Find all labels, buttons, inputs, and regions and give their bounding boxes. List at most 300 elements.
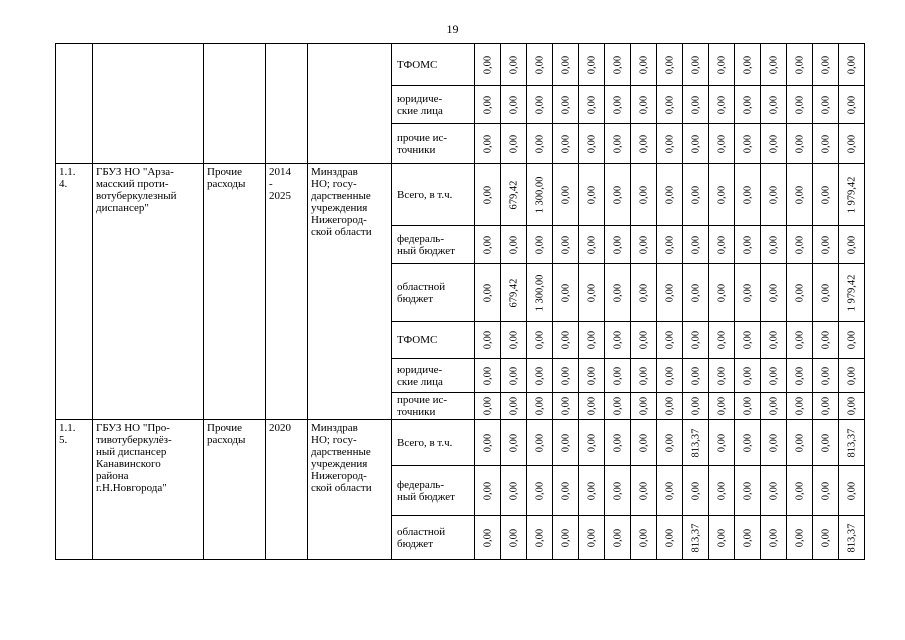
value-cell <box>839 516 865 560</box>
value-text: 0,00 <box>482 95 493 114</box>
value-cell <box>813 164 839 226</box>
funding-source: ТФОМС <box>392 322 475 359</box>
funding-source: федераль- ный бюджет <box>392 466 475 516</box>
value-text: 0,00 <box>534 235 545 254</box>
value-cell <box>475 86 501 124</box>
value-cell <box>501 420 527 466</box>
continuation-empty-cell <box>204 44 266 164</box>
value-cell <box>579 164 605 226</box>
value-text: 0,00 <box>768 283 779 302</box>
value-text: 0,00 <box>768 433 779 452</box>
value-text: 0,00 <box>768 396 779 416</box>
value-cell <box>839 86 865 124</box>
value-text: 0,00 <box>534 134 545 153</box>
value-cell <box>709 44 735 86</box>
value-text: 0,00 <box>638 185 649 204</box>
value-cell <box>605 226 631 264</box>
value-text: 0,00 <box>482 433 493 452</box>
value-cell <box>787 226 813 264</box>
expense-type: Прочие расходы <box>204 420 266 560</box>
value-text: 0,00 <box>482 528 493 547</box>
value-text: 0,00 <box>794 55 805 74</box>
value-cell <box>683 420 709 466</box>
value-cell <box>501 44 527 86</box>
value-text: 0,00 <box>794 134 805 153</box>
value-text: 0,00 <box>768 235 779 254</box>
value-cell <box>605 44 631 86</box>
value-cell <box>787 393 813 420</box>
value-cell <box>813 516 839 560</box>
funding-source: прочие ис- точники <box>392 393 475 420</box>
value-text: 0,00 <box>508 366 519 385</box>
value-cell <box>709 124 735 164</box>
value-cell <box>605 322 631 359</box>
value-text: 0,00 <box>794 95 805 114</box>
value-cell <box>475 124 501 164</box>
value-text: 0,00 <box>742 185 753 204</box>
table-row <box>56 420 865 466</box>
value-cell <box>553 359 579 393</box>
value-cell <box>683 322 709 359</box>
value-text: 0,00 <box>820 366 831 385</box>
value-cell <box>475 359 501 393</box>
value-cell <box>709 393 735 420</box>
value-cell <box>527 359 553 393</box>
value-cell <box>527 420 553 466</box>
value-text: 0,00 <box>664 481 675 500</box>
value-text: 0,00 <box>586 433 597 452</box>
value-cell <box>709 516 735 560</box>
value-cell <box>657 264 683 322</box>
table-row <box>56 164 865 226</box>
value-cell <box>553 44 579 86</box>
value-text: 0,00 <box>820 185 831 204</box>
value-text: 0,00 <box>742 396 753 416</box>
budget-table <box>55 43 865 560</box>
value-cell <box>501 359 527 393</box>
value-text: 0,00 <box>612 433 623 452</box>
value-cell <box>813 86 839 124</box>
value-text: 0,00 <box>716 235 727 254</box>
value-text: 0,00 <box>560 95 571 114</box>
value-cell <box>527 226 553 264</box>
value-text: 0,00 <box>664 185 675 204</box>
value-text: 0,00 <box>742 481 753 500</box>
value-cell <box>787 359 813 393</box>
value-cell <box>683 44 709 86</box>
value-cell <box>761 516 787 560</box>
value-cell <box>527 466 553 516</box>
expense-type: Прочие расходы <box>204 164 266 420</box>
value-text: 0,00 <box>690 134 701 153</box>
value-text: 0,00 <box>846 235 857 254</box>
value-text: 0,00 <box>768 528 779 547</box>
executor: Минздрав НО; госу- дарственные учреждения Нижегород- ской области <box>308 420 392 560</box>
value-text: 0,00 <box>768 55 779 74</box>
value-cell <box>683 393 709 420</box>
value-cell <box>501 264 527 322</box>
value-cell <box>787 516 813 560</box>
value-cell <box>631 359 657 393</box>
value-cell <box>553 124 579 164</box>
value-cell <box>553 393 579 420</box>
value-cell <box>605 124 631 164</box>
value-cell <box>527 86 553 124</box>
value-text: 0,00 <box>742 283 753 302</box>
value-text: 813,37 <box>846 428 857 457</box>
value-text: 0,00 <box>560 283 571 302</box>
value-text: 0,00 <box>794 396 805 416</box>
value-cell <box>683 359 709 393</box>
value-text: 0,00 <box>638 95 649 114</box>
value-text: 0,00 <box>560 185 571 204</box>
value-cell <box>475 44 501 86</box>
table-row <box>56 44 865 86</box>
value-cell <box>579 393 605 420</box>
value-cell <box>475 322 501 359</box>
value-text: 0,00 <box>586 366 597 385</box>
value-text: 0,00 <box>612 396 623 416</box>
value-cell <box>501 124 527 164</box>
value-text: 1 979,42 <box>846 274 857 311</box>
value-text: 0,00 <box>508 433 519 452</box>
value-text: 0,00 <box>794 235 805 254</box>
value-text: 0,00 <box>716 481 727 500</box>
value-text: 0,00 <box>508 396 519 416</box>
value-text: 0,00 <box>794 283 805 302</box>
value-cell <box>813 466 839 516</box>
period: 2014 - 2025 <box>266 164 308 420</box>
value-text: 0,00 <box>612 95 623 114</box>
value-text: 0,00 <box>612 283 623 302</box>
funding-source: Всего, в т.ч. <box>392 420 475 466</box>
value-cell <box>579 359 605 393</box>
value-cell <box>501 322 527 359</box>
value-text: 0,00 <box>794 330 805 350</box>
value-text: 0,00 <box>690 185 701 204</box>
value-cell <box>839 164 865 226</box>
value-text: 0,00 <box>716 366 727 385</box>
value-text: 0,00 <box>846 366 857 385</box>
value-text: 679,42 <box>508 180 519 209</box>
value-cell <box>683 164 709 226</box>
value-cell <box>527 322 553 359</box>
value-cell <box>735 264 761 322</box>
value-cell <box>631 466 657 516</box>
value-text: 0,00 <box>560 235 571 254</box>
value-text: 0,00 <box>820 433 831 452</box>
value-text: 0,00 <box>742 433 753 452</box>
value-cell <box>839 359 865 393</box>
value-cell <box>475 164 501 226</box>
value-cell <box>813 226 839 264</box>
value-text: 0,00 <box>586 528 597 547</box>
value-cell <box>475 466 501 516</box>
value-cell <box>839 420 865 466</box>
funding-source: областной бюджет <box>392 264 475 322</box>
value-cell <box>813 420 839 466</box>
value-text: 0,00 <box>846 134 857 153</box>
value-text: 0,00 <box>612 330 623 350</box>
value-cell <box>813 44 839 86</box>
value-text: 0,00 <box>846 95 857 114</box>
value-text: 0,00 <box>612 185 623 204</box>
value-cell <box>657 44 683 86</box>
value-cell <box>631 420 657 466</box>
value-cell <box>761 466 787 516</box>
funding-source: областной бюджет <box>392 516 475 560</box>
value-cell <box>683 124 709 164</box>
value-text: 0,00 <box>794 481 805 500</box>
value-cell <box>605 393 631 420</box>
value-cell <box>579 264 605 322</box>
value-text: 0,00 <box>690 235 701 254</box>
value-cell <box>709 420 735 466</box>
value-cell <box>813 322 839 359</box>
value-text: 0,00 <box>638 283 649 302</box>
value-text: 0,00 <box>534 481 545 500</box>
funding-source: юридиче- ские лица <box>392 86 475 124</box>
value-cell <box>579 322 605 359</box>
value-cell <box>631 164 657 226</box>
entry-number: 1.1. 5. <box>56 420 93 560</box>
continuation-empty-cell <box>308 44 392 164</box>
value-cell <box>839 466 865 516</box>
value-cell <box>553 264 579 322</box>
value-text: 0,00 <box>638 528 649 547</box>
institution-name: ГБУЗ НО "Арза- масский проти- вотуберкулезный диспансер" <box>93 164 204 420</box>
value-cell <box>787 124 813 164</box>
value-text: 0,00 <box>638 433 649 452</box>
value-text: 0,00 <box>716 134 727 153</box>
value-text: 0,00 <box>612 481 623 500</box>
value-text: 0,00 <box>768 481 779 500</box>
value-cell <box>553 516 579 560</box>
value-text: 0,00 <box>664 235 675 254</box>
value-text: 813,37 <box>690 428 701 457</box>
value-text: 0,00 <box>560 528 571 547</box>
value-text: 0,00 <box>742 95 753 114</box>
value-text: 0,00 <box>716 95 727 114</box>
value-cell <box>787 264 813 322</box>
value-cell <box>657 420 683 466</box>
value-text: 0,00 <box>690 55 701 74</box>
funding-source: прочие ис- точники <box>392 124 475 164</box>
value-cell <box>839 44 865 86</box>
value-text: 0,00 <box>638 134 649 153</box>
value-cell <box>605 359 631 393</box>
value-text: 0,00 <box>482 481 493 500</box>
value-text: 0,00 <box>846 396 857 416</box>
value-text: 0,00 <box>690 396 701 416</box>
value-text: 0,00 <box>534 366 545 385</box>
page-number: 19 <box>446 22 459 36</box>
value-cell <box>761 226 787 264</box>
value-cell <box>735 86 761 124</box>
value-text: 0,00 <box>612 528 623 547</box>
value-text: 0,00 <box>560 433 571 452</box>
value-cell <box>657 86 683 124</box>
value-text: 0,00 <box>664 283 675 302</box>
value-cell <box>631 322 657 359</box>
value-cell <box>735 164 761 226</box>
value-text: 0,00 <box>664 433 675 452</box>
value-cell <box>527 44 553 86</box>
value-cell <box>761 393 787 420</box>
value-cell <box>605 86 631 124</box>
value-cell <box>631 264 657 322</box>
value-cell <box>553 322 579 359</box>
value-text: 813,37 <box>690 523 701 552</box>
value-text: 0,00 <box>664 134 675 153</box>
value-cell <box>709 264 735 322</box>
value-cell <box>761 264 787 322</box>
value-text: 0,00 <box>508 481 519 500</box>
value-text: 0,00 <box>612 366 623 385</box>
value-cell <box>631 226 657 264</box>
value-text: 0,00 <box>508 235 519 254</box>
value-text: 0,00 <box>664 528 675 547</box>
value-text: 0,00 <box>820 481 831 500</box>
value-cell <box>657 124 683 164</box>
value-cell <box>657 226 683 264</box>
value-cell <box>709 466 735 516</box>
value-cell <box>709 164 735 226</box>
continuation-empty-cell <box>93 44 204 164</box>
funding-source: Всего, в т.ч. <box>392 164 475 226</box>
value-cell <box>631 516 657 560</box>
value-cell <box>605 164 631 226</box>
value-cell <box>735 420 761 466</box>
value-cell <box>475 226 501 264</box>
value-cell <box>579 86 605 124</box>
value-cell <box>787 44 813 86</box>
value-cell <box>631 393 657 420</box>
value-cell <box>761 164 787 226</box>
value-text: 0,00 <box>508 528 519 547</box>
value-text: 0,00 <box>534 330 545 350</box>
value-text: 0,00 <box>534 528 545 547</box>
value-cell <box>683 516 709 560</box>
value-cell <box>631 86 657 124</box>
value-text: 0,00 <box>716 528 727 547</box>
value-text: 0,00 <box>586 185 597 204</box>
institution-name: ГБУЗ НО "Про- тивотуберкулёз- ный диспансер Канавинского района г.Н.Новгорода" <box>93 420 204 560</box>
value-cell <box>813 393 839 420</box>
value-text: 0,00 <box>638 55 649 74</box>
value-cell <box>787 86 813 124</box>
value-text: 1 300,00 <box>534 274 545 311</box>
value-text: 0,00 <box>560 330 571 350</box>
funding-source: ТФОМС <box>392 44 475 86</box>
value-text: 0,00 <box>820 396 831 416</box>
value-text: 0,00 <box>482 396 493 416</box>
value-text: 0,00 <box>742 235 753 254</box>
value-text: 0,00 <box>716 396 727 416</box>
value-cell <box>761 124 787 164</box>
value-text: 0,00 <box>768 134 779 153</box>
value-text: 0,00 <box>482 134 493 153</box>
value-cell <box>501 226 527 264</box>
value-text: 0,00 <box>508 55 519 74</box>
value-cell <box>553 226 579 264</box>
value-text: 0,00 <box>482 330 493 350</box>
value-text: 1 300,00 <box>534 176 545 213</box>
value-text: 0,00 <box>482 185 493 204</box>
value-cell <box>553 86 579 124</box>
value-text: 0,00 <box>482 366 493 385</box>
value-text: 0,00 <box>534 396 545 416</box>
value-cell <box>813 359 839 393</box>
value-text: 0,00 <box>768 366 779 385</box>
value-cell <box>683 466 709 516</box>
value-cell <box>735 516 761 560</box>
value-text: 0,00 <box>794 528 805 547</box>
value-text: 0,00 <box>664 95 675 114</box>
value-cell <box>605 466 631 516</box>
value-cell <box>527 124 553 164</box>
period: 2020 <box>266 420 308 560</box>
value-cell <box>709 322 735 359</box>
value-cell <box>527 264 553 322</box>
value-cell <box>761 44 787 86</box>
value-cell <box>527 393 553 420</box>
value-cell <box>501 86 527 124</box>
value-text: 0,00 <box>586 283 597 302</box>
value-text: 0,00 <box>690 95 701 114</box>
value-cell <box>657 393 683 420</box>
value-cell <box>735 124 761 164</box>
value-text: 0,00 <box>742 366 753 385</box>
value-text: 0,00 <box>586 95 597 114</box>
value-text: 0,00 <box>638 366 649 385</box>
value-text: 0,00 <box>534 95 545 114</box>
value-cell <box>657 359 683 393</box>
value-text: 0,00 <box>846 481 857 500</box>
value-text: 0,00 <box>846 330 857 350</box>
value-cell <box>709 226 735 264</box>
value-cell <box>761 86 787 124</box>
value-text: 0,00 <box>612 55 623 74</box>
value-cell <box>605 516 631 560</box>
value-text: 679,42 <box>508 278 519 307</box>
value-text: 0,00 <box>716 283 727 302</box>
value-text: 0,00 <box>846 55 857 74</box>
continuation-empty-cell <box>266 44 308 164</box>
value-text: 0,00 <box>586 55 597 74</box>
value-text: 0,00 <box>586 235 597 254</box>
value-cell <box>527 516 553 560</box>
value-cell <box>501 516 527 560</box>
value-cell <box>657 466 683 516</box>
value-text: 0,00 <box>820 330 831 350</box>
value-text: 0,00 <box>794 433 805 452</box>
value-cell <box>735 322 761 359</box>
value-text: 0,00 <box>742 134 753 153</box>
funding-source: юридиче- ские лица <box>392 359 475 393</box>
value-text: 0,00 <box>482 283 493 302</box>
value-text: 0,00 <box>742 330 753 350</box>
value-cell <box>735 359 761 393</box>
value-text: 0,00 <box>586 330 597 350</box>
value-text: 0,00 <box>586 481 597 500</box>
value-cell <box>553 420 579 466</box>
value-cell <box>579 420 605 466</box>
value-cell <box>709 359 735 393</box>
value-cell <box>501 164 527 226</box>
value-text: 0,00 <box>482 55 493 74</box>
value-text: 0,00 <box>716 433 727 452</box>
